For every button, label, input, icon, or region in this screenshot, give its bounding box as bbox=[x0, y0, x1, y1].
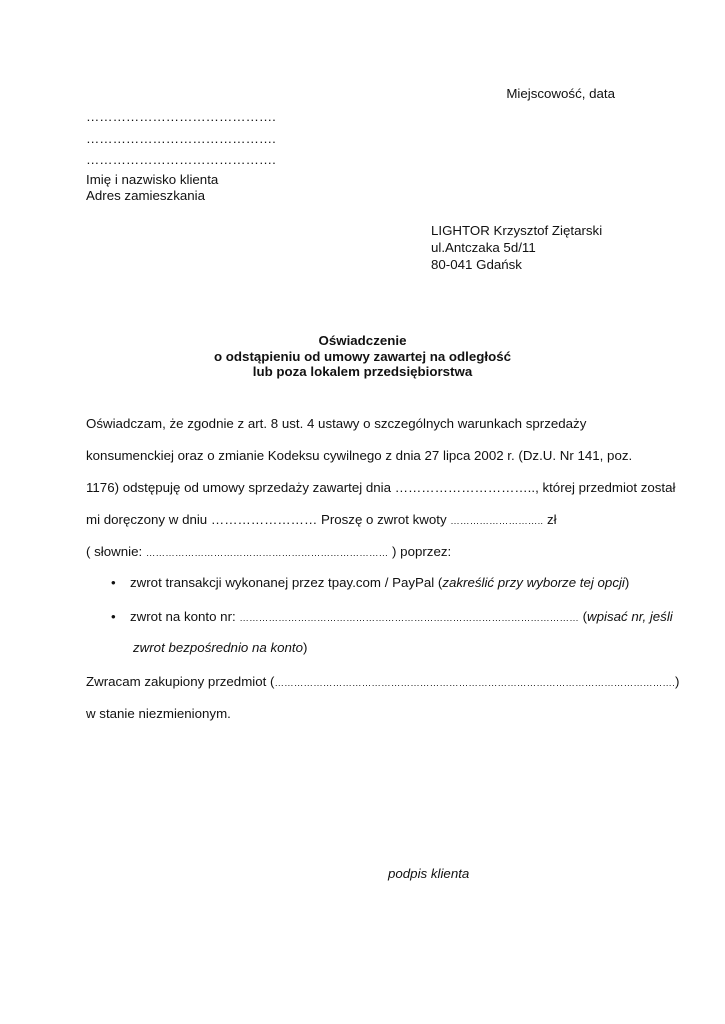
refund-option-bank-continuation bbox=[133, 640, 307, 655]
recipient-city: 80-041 Gdańsk bbox=[431, 257, 522, 272]
document-title bbox=[0, 333, 725, 380]
statement-line-3: 1176) odstępuję od umowy sprzedaży zawartej dnia ………………………….., której przedmiot został bbox=[86, 480, 676, 495]
client-name-label: Imię i nazwisko klienta bbox=[86, 171, 219, 187]
place-date-label: Miejscowość, data bbox=[506, 86, 615, 101]
returned-item-field: ……………………………………………………………………………………………………………. bbox=[274, 678, 675, 689]
refund-option-bank bbox=[130, 609, 673, 624]
delivery-date-text: mi doręczony w dniu …………………… Proszę o zwrot kwoty bbox=[86, 512, 451, 527]
title-line-3: lub poza lokalem przedsiębiorstwa bbox=[252, 364, 473, 379]
bank-account-field: …………………………………………………………………………………………… bbox=[239, 613, 579, 624]
client-dots-line-3: ……………………………………. bbox=[86, 152, 276, 167]
recipient-street: ul.Antczaka 5d/11 bbox=[431, 240, 536, 255]
recipient-address-block bbox=[431, 222, 602, 273]
tpay-option-note: zakreślić przy wyborze tej opcji bbox=[442, 575, 625, 590]
client-info-block bbox=[86, 106, 276, 204]
returned-item-line bbox=[86, 674, 679, 689]
bank-option-paren: ( bbox=[578, 609, 588, 624]
bank-option-text: zwrot na konto nr: bbox=[130, 609, 240, 624]
refund-amount-field: ……………………….. bbox=[450, 516, 544, 527]
returned-item-close: ) bbox=[674, 674, 680, 689]
amount-in-words-field: ………………………………………………………………… bbox=[145, 548, 389, 559]
title-line-1: Oświadczenie bbox=[318, 333, 407, 348]
bank-option-close: ) bbox=[303, 640, 308, 655]
statement-line-1: Oświadczam, że zgodnie z art. 8 ust. 4 ustawy o szczególnych warunkach sprzedaży bbox=[86, 416, 587, 431]
bullet-icon: • bbox=[111, 609, 116, 624]
refund-method-intro: ) poprzez: bbox=[388, 544, 452, 559]
statement-line-4 bbox=[86, 512, 557, 527]
bullet-icon: • bbox=[111, 575, 116, 590]
statement-line-5 bbox=[86, 544, 451, 559]
signature-label: podpis klienta bbox=[388, 866, 470, 881]
bank-option-note: wpisać nr, jeśli bbox=[587, 609, 673, 624]
bank-option-note-cont: zwrot bezpośrednio na konto bbox=[133, 640, 304, 655]
returned-item-label: Zwracam zakupiony przedmiot ( bbox=[86, 674, 275, 689]
title-line-2: o odstąpieniu od umowy zawartej na odległość bbox=[213, 348, 511, 364]
tpay-option-close: ) bbox=[624, 575, 630, 590]
condition-line: w stanie niezmienionym. bbox=[86, 706, 231, 721]
currency-label: zł bbox=[543, 512, 557, 527]
client-dots-line-2: ……………………………………. bbox=[86, 130, 276, 146]
recipient-name: LIGHTOR Krzysztof Ziętarski bbox=[431, 223, 603, 238]
amount-in-words-label: ( słownie: bbox=[86, 544, 146, 559]
client-dots-line-1: ……………………………………. bbox=[86, 109, 276, 124]
refund-option-tpay bbox=[130, 575, 629, 590]
tpay-option-text: zwrot transakcji wykonanej przez tpay.com / PayPal ( bbox=[130, 575, 443, 590]
statement-line-2: konsumenckiej oraz o zmianie Kodeksu cywilnego z dnia 27 lipca 2002 r. (Dz.U. Nr 141, poz. bbox=[86, 448, 633, 463]
client-address-label: Adres zamieszkania bbox=[86, 187, 205, 203]
